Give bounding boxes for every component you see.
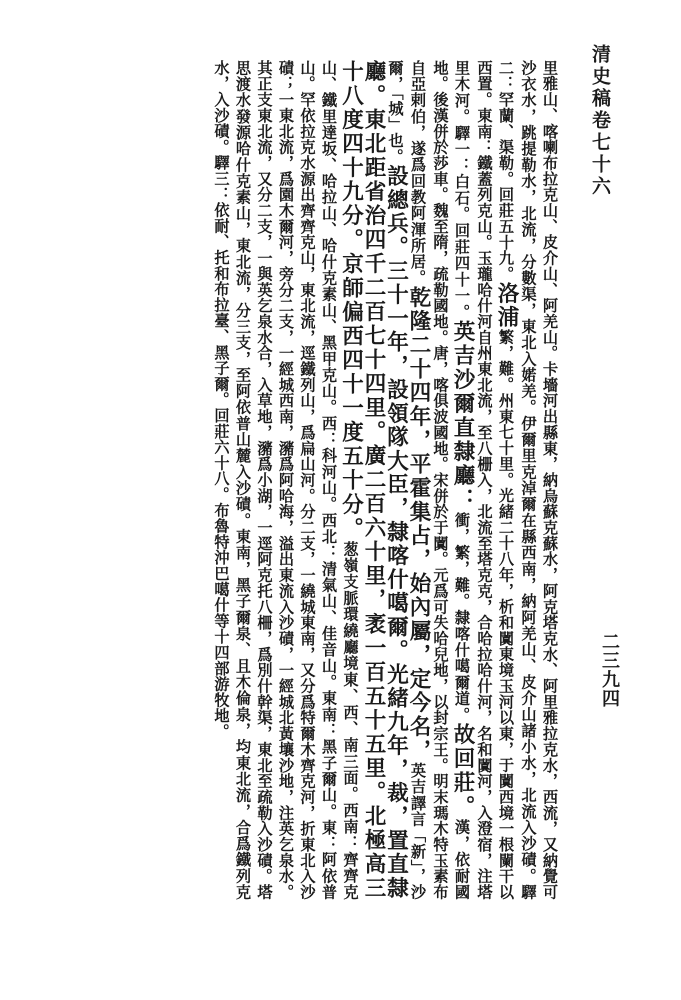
text-segment-ruoqiang-end: 里雅山、喀喇布拉克山、皮介山、阿羌山。卡墻河出縣東，納烏蘇克蘇水，阿克塔克水、阿里雅拉克水，西流，又納覺可沙衣水，跳提勒水，北流，分數渠，東北入婼羌。伊爾里克淖爾在縣西南，納阿羌山、皮介山諸小水，北流入沙磧。驛二：罕蘭、渠勒。回莊五十九。	[497, 60, 559, 900]
heading-yengisar: 英吉沙爾直隸廳：	[450, 320, 475, 512]
text-segment-old-village: 故回莊。	[450, 723, 475, 820]
text-segment-administration: 設總兵。三十一年，設領隊大臣，隸喀什噶爾。光緒九年，裁，置直隸廳。東北距省治四千二百七十四里。廣二百六十里，袤一百五十五里。北極高三十八度四十九分。京師偏西四十一度五十分。	[338, 60, 409, 901]
text-segment-history: 漢，依耐國地。後漢併於莎車。魏至隋，疏勒國地。唐，喀俱波國地。宋併於于闐。元爲可失哈兒地，以封宗王。明末瑪木特玉素布自亞剌伯，遂爲回教阿渾所居。	[409, 60, 471, 901]
book-title: 清史稿卷七十六	[589, 44, 611, 198]
page-number: 二三九四	[599, 632, 620, 708]
text-segment-yengisar-class: 衝，繁，難。隸喀什噶爾道。	[453, 511, 471, 724]
text-segment-name-gloss: 英吉譯言「新」，沙爾，「城」也。	[386, 60, 427, 901]
main-text-block	[96, 60, 560, 900]
text-segment-luopu-notes: 繁，難。州東七十里。光緒二十八年，析和闐東境玉河以東，于闐西境一根闌干以西置。東南：鐵蓋列克山。玉瓏哈什河自州東北流，至八栅入，北流至塔克克，合哈拉哈什河，名和闐河，入澄宿，注塔里木河。驛一：白石。回莊四十一。	[453, 60, 515, 901]
text-segment-qianlong: 乾隆二十四年，平霍集占，始內屬，定今名，	[406, 285, 431, 763]
heading-luopu: 洛浦	[494, 282, 519, 330]
text-segment-geography: 葱嶺支脈環繞廳境東、西、南三面。西南：齊齊克山、鐵里達坂、哈拉山、哈什克素山、黑甲克山。西：科河山。西北：清氣山、佳音山。東南：黑子爾山。東：阿依普山。罕依拉克水源出齊齊克山，東北流，逕鐵列山，爲扁山河。分二支，一繞城東南，又分爲特爾木齊克河，折東北入沙磧；一東北流，爲園木爾河，旁分二支，一經城西南，瀦爲阿哈海，溢出東流入沙磧，一經城北黃壤沙地，注英乞泉水。其正支東北流，又分二支，一與英乞泉水合，入草地，瀦爲小湖，一逕阿克托八柵，爲別什幹渠，東北至疏勒入沙磧。塔思渡水發源哈什克素山，東北流，分三支，至阿依普山麓入沙磧。東南，黑子爾泉、且木倫泉，均東北流，合爲鐵列克水，入沙磧。驛三：依耐、托和布拉臺、黑子爾。回莊六十八。布魯特沖巴噶什等十四部游牧地。	[212, 60, 360, 901]
